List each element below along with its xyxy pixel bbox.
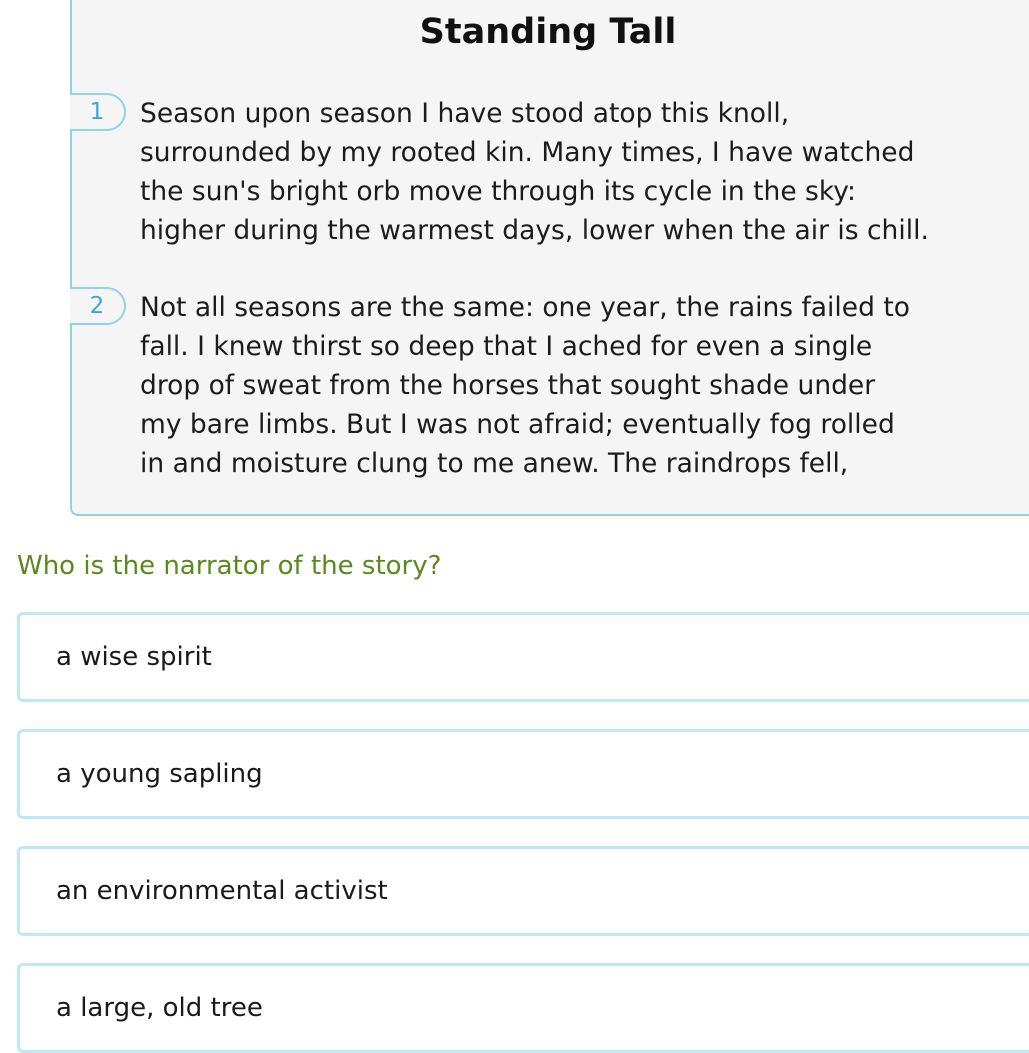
answer-choice-a-wise-spirit[interactable] (17, 612, 1029, 702)
paragraph-line: Not all seasons are the same: one year, the rains failed to (140, 292, 910, 323)
paragraph-line: fall. I knew thirst so deep that I ached for even a single (140, 331, 873, 362)
answer-choice-label: a wise spirit (56, 642, 212, 672)
paragraph-2 (140, 288, 1020, 483)
answer-choice-label: an environmental activist (56, 876, 388, 906)
answer-choice-an-environmental-activist[interactable] (17, 846, 1029, 936)
paragraph-1 (140, 94, 1020, 250)
paragraph-number: 2 (70, 287, 126, 325)
passage-title: Standing Tall (419, 12, 677, 52)
answer-choice-a-young-sapling[interactable] (17, 729, 1029, 819)
passage-panel (70, 0, 1029, 516)
answer-choice-label: a large, old tree (56, 993, 263, 1023)
paragraph-number: 1 (70, 93, 126, 131)
paragraph-line: my bare limbs. But I was not afraid; eventually fog rolled (140, 409, 895, 440)
paragraph-line: in and moisture clung to me anew. The raindrops fell, (140, 448, 849, 479)
paragraph-line: Season upon season I have stood atop this knoll, (140, 98, 790, 129)
paragraph-line: drop of sweat from the horses that sought shade under (140, 370, 876, 401)
paragraph-line: higher during the warmest days, lower when the air is chill. (140, 215, 929, 246)
answer-choice-a-large-old-tree[interactable] (17, 963, 1029, 1053)
answer-choice-label: a young sapling (56, 759, 263, 789)
paragraph-line: surrounded by my rooted kin. Many times, I have watched (140, 137, 915, 168)
paragraph-line: the sun's bright orb move through its cycle in the sky: (140, 176, 856, 207)
question-prompt: Who is the narrator of the story? (17, 551, 442, 581)
